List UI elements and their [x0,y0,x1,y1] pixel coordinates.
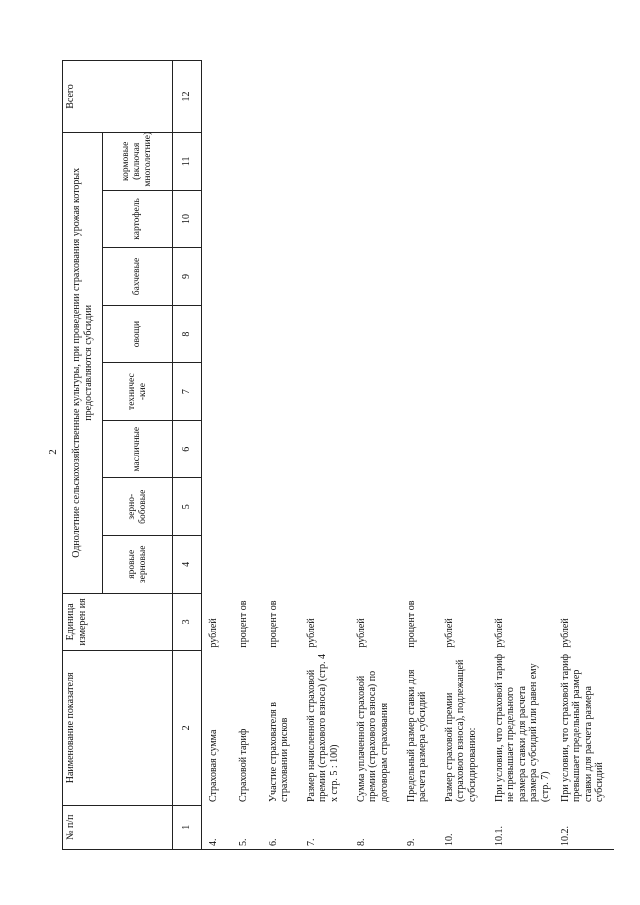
index-cell: 2 [173,651,202,805]
value-cell [488,305,554,363]
row-number: 5. [232,805,262,849]
value-cell [350,478,400,536]
index-cell: 12 [173,61,202,133]
column-index-row [173,61,202,850]
header-no: № п/п [63,805,173,849]
row-name: Размер страховой премии (страхового взноса), подлежащей субсидированию: [443,659,478,803]
value-cell [300,133,350,191]
value-cell [488,536,554,594]
value-cell [438,61,488,133]
row-unit: процент ов [237,600,249,648]
value-cell [438,420,488,478]
row-name: Предельный размер ставки для расчета размера субсидий [405,669,428,803]
table-row [400,61,438,850]
value-cell [350,248,400,306]
value-cell [300,420,350,478]
value-cell [262,248,300,306]
value-cell [300,305,350,363]
value-cell [202,536,232,594]
value-cell [350,536,400,594]
row-name: Страховой тариф [237,728,249,803]
value-cell [300,536,350,594]
row-name: Участие страхователя в страховании рисков [267,702,290,803]
row-name: Сумма уплаченной страховой премии (страхового взноса) по договорам страхования [355,670,390,803]
table-row [488,61,554,850]
value-cell [488,420,554,478]
value-cell [202,305,232,363]
row-number: 10.1. [488,805,554,849]
index-cell: 11 [173,133,202,191]
value-cell [488,190,554,248]
table-row [202,61,232,850]
indicators-table [62,60,614,850]
value-cell [488,248,554,306]
value-cell [232,363,262,421]
row-number: 6. [262,805,300,849]
value-cell [400,248,438,306]
value-cell [232,190,262,248]
value-cell [438,133,488,191]
value-cell [350,420,400,478]
value-cell [400,305,438,363]
row-name: При условии, что страховой тариф превышает предельный размер ставки для расчета размера субсидий [559,654,605,803]
header-crop-group: Однолетние сельскохозяйственные культуры, при проведении страхования урожая которых предоставляются субсидии [63,133,103,594]
row-number: 7. [300,805,350,849]
page-number: 2 [46,449,59,455]
index-cell: 9 [173,248,202,306]
value-cell [400,133,438,191]
value-cell [438,478,488,536]
value-cell [554,61,614,133]
index-cell: 5 [173,478,202,536]
value-cell [262,363,300,421]
header-crop-fodder: кормовые (включая многолетние) [103,133,173,191]
header-crop-oilseed: масличные [103,420,173,478]
value-cell [350,363,400,421]
value-cell [300,363,350,421]
value-cell [262,478,300,536]
index-cell: 4 [173,536,202,594]
value-cell [232,478,262,536]
value-cell [202,363,232,421]
value-cell [202,61,232,133]
table-row [232,61,262,850]
value-cell [554,363,614,421]
value-cell [262,61,300,133]
value-cell [488,363,554,421]
value-cell [554,190,614,248]
value-cell [554,248,614,306]
index-cell: 3 [173,593,202,651]
value-cell [232,61,262,133]
row-number: 4. [202,805,232,849]
value-cell [400,190,438,248]
header-name: Наименование показателя [63,651,173,805]
index-cell: 7 [173,363,202,421]
index-cell: 8 [173,305,202,363]
row-name: Размер начисленной страховой премии (страхового взноса) (стр. 4 х стр. 5 : 100) [305,654,340,803]
value-cell [300,248,350,306]
value-cell [554,305,614,363]
value-cell [202,248,232,306]
value-cell [438,305,488,363]
table-row [350,61,400,850]
header-crop-technical: техничес -кие [103,363,173,421]
value-cell [400,478,438,536]
value-cell [300,61,350,133]
row-unit: рублей [305,618,317,648]
value-cell [400,420,438,478]
value-cell [488,478,554,536]
value-cell [554,420,614,478]
value-cell [554,478,614,536]
value-cell [232,133,262,191]
row-name: При условии, что страховой тариф не превышает предельного размера ставки для расчета размера субсидий или равен ему (стр. 7) [493,654,551,803]
row-unit: процент ов [267,600,279,648]
header-total: Всего [63,61,173,133]
row-number: 10. [438,805,488,849]
table-row [554,61,614,850]
value-cell [554,536,614,594]
value-cell [554,133,614,191]
header-crop-legumes: зерно-бобовые [103,478,173,536]
value-cell [262,133,300,191]
value-cell [400,61,438,133]
value-cell [232,420,262,478]
value-cell [350,305,400,363]
row-number: 10.2. [554,805,614,849]
value-cell [232,248,262,306]
value-cell [350,133,400,191]
value-cell [202,420,232,478]
header-crop-potato: картофель [103,190,173,248]
value-cell [350,190,400,248]
value-cell [488,61,554,133]
row-unit: рублей [559,618,571,648]
header-crop-melons: бахчевые [103,248,173,306]
rotated-table-container [62,60,612,850]
value-cell [400,363,438,421]
table-row [300,61,350,850]
index-cell: 6 [173,420,202,478]
value-cell [232,536,262,594]
value-cell [202,133,232,191]
header-unit: Единица измерен ия [63,593,173,651]
value-cell [202,190,232,248]
value-cell [300,190,350,248]
table-row [438,61,488,850]
row-unit: рублей [208,618,219,648]
value-cell [232,305,262,363]
value-cell [488,133,554,191]
index-cell: 10 [173,190,202,248]
header-crop-vegetables: овощи [103,305,173,363]
value-cell [262,305,300,363]
value-cell [262,420,300,478]
row-unit: рублей [443,618,455,648]
row-number: 8. [350,805,400,849]
value-cell [202,478,232,536]
index-cell: 1 [173,805,202,849]
row-number: 9. [400,805,438,849]
row-unit: рублей [355,618,367,648]
row-name: Страховая сумма [208,729,219,803]
value-cell [438,536,488,594]
value-cell [262,190,300,248]
row-unit: процент ов [405,600,417,648]
value-cell [300,478,350,536]
value-cell [438,248,488,306]
table-row [262,61,300,850]
value-cell [262,536,300,594]
value-cell [350,61,400,133]
row-unit: рублей [493,618,505,648]
value-cell [400,536,438,594]
value-cell [438,190,488,248]
header-crop-spring-grain: яровые зерновые [103,536,173,594]
value-cell [438,363,488,421]
